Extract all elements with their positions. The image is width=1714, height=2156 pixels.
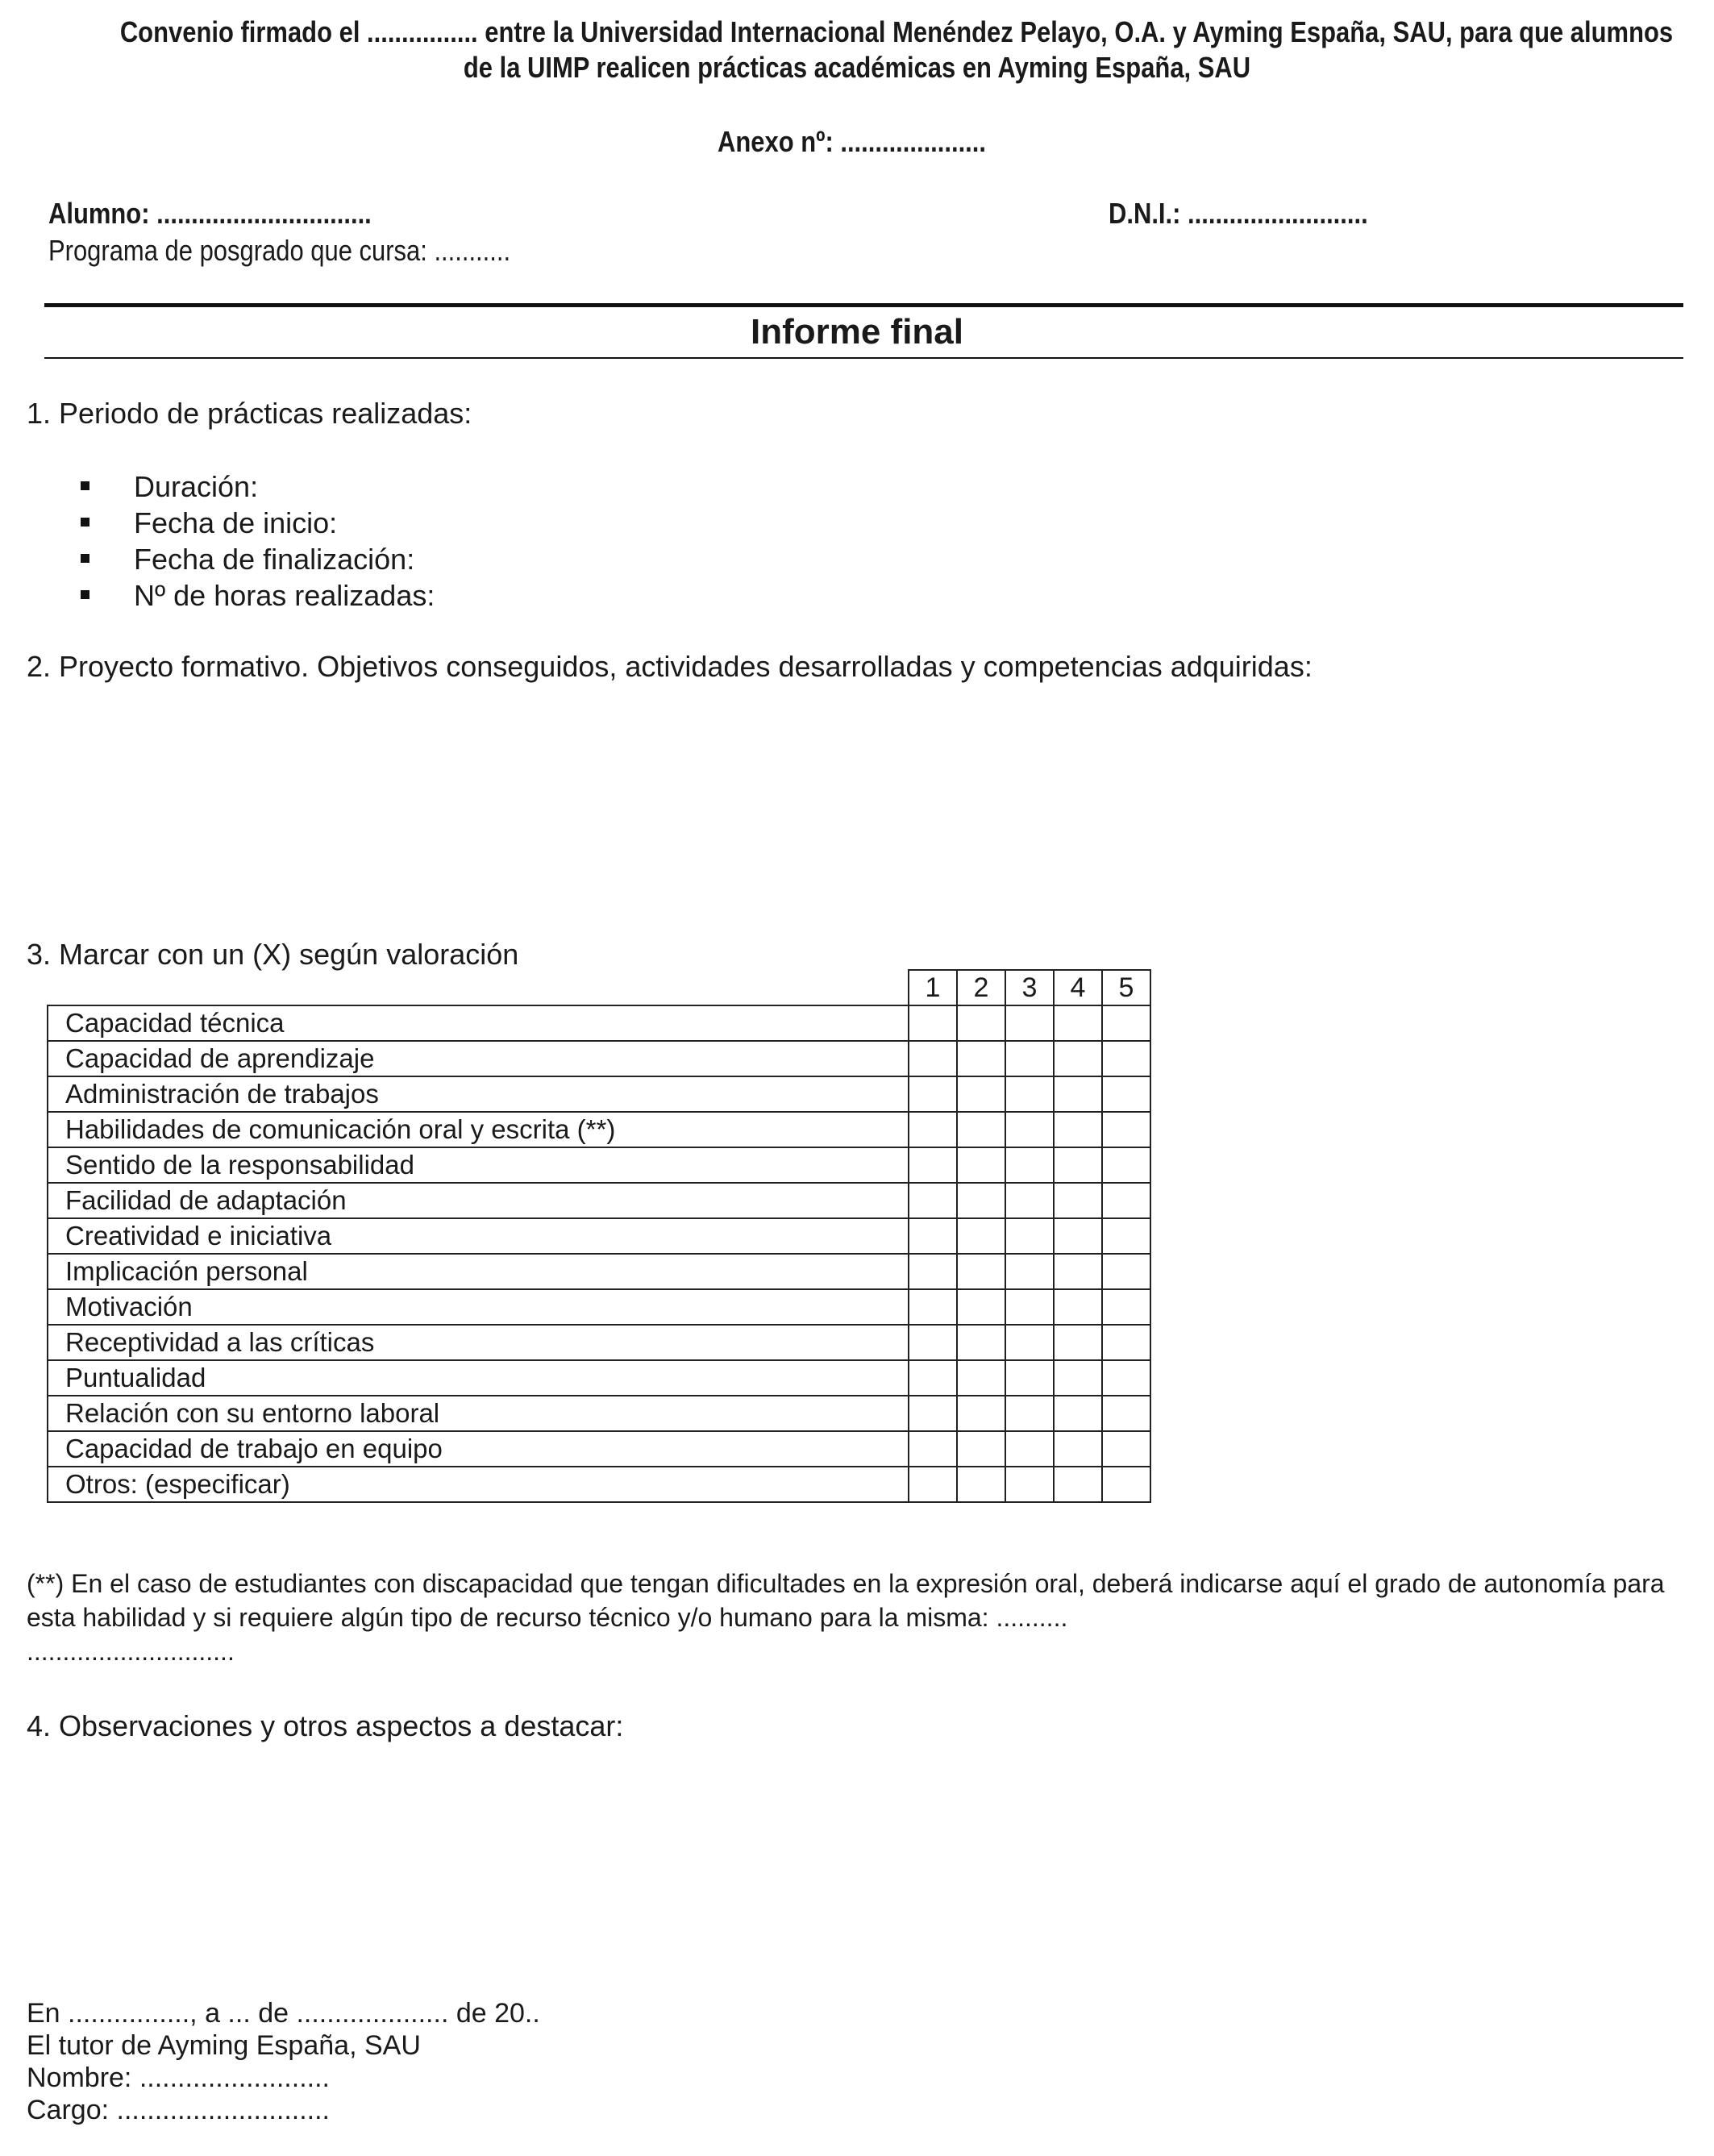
criterion-label: Administración de trabajos: [48, 1076, 909, 1112]
rating-cell[interactable]: [1005, 1218, 1054, 1254]
rating-cell[interactable]: [1005, 1005, 1054, 1041]
table-row: [48, 1112, 1150, 1147]
criterion-label: Motivación: [48, 1289, 909, 1325]
rating-cell[interactable]: [1054, 1467, 1102, 1502]
rating-cell[interactable]: [957, 1076, 1005, 1112]
rating-cell[interactable]: [1005, 1396, 1054, 1431]
rating-cell[interactable]: [1054, 1183, 1102, 1218]
agreement-title: [0, 15, 1714, 85]
criterion-label: Otros: (especificar): [48, 1467, 909, 1502]
rating-cell[interactable]: [1102, 1360, 1150, 1396]
rating-cell[interactable]: [957, 1325, 1005, 1360]
list-item: Duración:: [81, 470, 258, 504]
table-row: [48, 1325, 1150, 1360]
report-title: Informe final: [750, 312, 964, 352]
rating-cell[interactable]: [957, 1183, 1005, 1218]
criterion-label: Habilidades de comunicación oral y escrita (**): [48, 1112, 909, 1147]
rating-cell[interactable]: [1054, 1041, 1102, 1076]
rating-cell[interactable]: [1054, 1289, 1102, 1325]
rating-cell[interactable]: [957, 1112, 1005, 1147]
agreement-title-line1: Convenio firmado el ................ entre la Universidad Internacional Menéndez Pelayo, O.A. y Ayming España, SAU, para que alumnos: [119, 15, 1674, 48]
scale-header: 5: [1102, 970, 1150, 1005]
rating-cell[interactable]: [1102, 1005, 1150, 1041]
anexo-field: Anexo nº: .....................: [718, 125, 986, 158]
bullet-icon: [81, 481, 89, 490]
table-row: [48, 1076, 1150, 1112]
section4-heading: 4. Observaciones y otros aspectos a destacar:: [27, 1709, 624, 1742]
agreement-title-line2: de la UIMP realicen prácticas académicas en Ayming España, SAU: [463, 51, 1251, 84]
rating-cell[interactable]: [1005, 1112, 1054, 1147]
rating-cell[interactable]: [909, 1360, 957, 1396]
rating-cell[interactable]: [957, 1360, 1005, 1396]
criterion-label: Relación con su entorno laboral: [48, 1396, 909, 1431]
criterion-label: Facilidad de adaptación: [48, 1183, 909, 1218]
table-row: [48, 1396, 1150, 1431]
rating-cell[interactable]: [957, 1005, 1005, 1041]
list-item: Nº de horas realizadas:: [81, 579, 435, 613]
table-row: [48, 1218, 1150, 1254]
section3-heading: 3. Marcar con un (X) según valoración: [27, 938, 519, 971]
table-row: [48, 1005, 1150, 1041]
rating-cell[interactable]: [1102, 1147, 1150, 1183]
rating-cell[interactable]: [1102, 1396, 1150, 1431]
criterion-label: Capacidad de trabajo en equipo: [48, 1431, 909, 1467]
rating-cell[interactable]: [957, 1218, 1005, 1254]
rating-cell[interactable]: [909, 1183, 957, 1218]
rating-cell[interactable]: [909, 1147, 957, 1183]
rating-cell[interactable]: [1054, 1431, 1102, 1467]
rating-cell[interactable]: [909, 1112, 957, 1147]
section1-heading: 1. Periodo de prácticas realizadas:: [27, 397, 472, 430]
disability-note: (**) En el caso de estudiantes con discapacidad que tengan dificultades en la expresión oral, deberá indicarse aquí el grado de autonomía para esta habilidad y si requiere algún tipo de recurso técnico y/o humano para la misma: ..........: [27, 1569, 1665, 1632]
rating-cell[interactable]: [1102, 1041, 1150, 1076]
rating-cell[interactable]: [1005, 1289, 1054, 1325]
note-fill-line: .............................: [27, 1637, 235, 1666]
table-row: [48, 1147, 1150, 1183]
rating-cell[interactable]: [909, 1041, 957, 1076]
rating-cell[interactable]: [957, 1147, 1005, 1183]
rating-cell[interactable]: [1102, 1467, 1150, 1502]
rating-cell[interactable]: [957, 1041, 1005, 1076]
rating-cell[interactable]: [957, 1254, 1005, 1289]
valuation-table: [47, 969, 1151, 1503]
rating-cell[interactable]: [1005, 1431, 1054, 1467]
rating-cell[interactable]: [1054, 1147, 1102, 1183]
rating-cell[interactable]: [1102, 1431, 1150, 1467]
list-item: Fecha de inicio:: [81, 506, 337, 540]
rating-cell[interactable]: [909, 1005, 957, 1041]
rating-cell[interactable]: [1054, 1254, 1102, 1289]
criterion-label: Implicación personal: [48, 1254, 909, 1289]
table-row: [48, 1431, 1150, 1467]
alumno-field: Alumno: ...............................: [48, 197, 372, 230]
nombre-line: Nombre: .........................: [27, 2062, 330, 2093]
rating-cell[interactable]: [1102, 1076, 1150, 1112]
rating-cell[interactable]: [909, 1431, 957, 1467]
table-row: [48, 1254, 1150, 1289]
rating-cell[interactable]: [957, 1431, 1005, 1467]
tutor-line: El tutor de Ayming España, SAU: [27, 2030, 421, 2061]
rating-cell[interactable]: [1102, 1218, 1150, 1254]
place-date-line: En ................, a ... de .................... de 20..: [27, 1998, 540, 2029]
bullet-icon: [81, 518, 89, 527]
title-top-rule: [44, 303, 1683, 307]
rating-cell[interactable]: [1054, 1005, 1102, 1041]
programa-field: Programa de posgrado que cursa: ...........: [48, 234, 511, 267]
bullet-icon: [81, 554, 89, 563]
rating-cell[interactable]: [1054, 1218, 1102, 1254]
bullet-icon: [81, 590, 89, 599]
list-item: Fecha de finalización:: [81, 543, 414, 576]
cargo-line: Cargo: ............................: [27, 2095, 330, 2125]
rating-cell[interactable]: [1102, 1325, 1150, 1360]
scale-header: 4: [1054, 970, 1102, 1005]
criterion-label: Creatividad e iniciativa: [48, 1218, 909, 1254]
rating-cell[interactable]: [909, 1254, 957, 1289]
table-row: [48, 1041, 1150, 1076]
rating-cell[interactable]: [1102, 1183, 1150, 1218]
rating-cell[interactable]: [1005, 1076, 1054, 1112]
title-bottom-rule: [44, 357, 1683, 359]
rating-cell[interactable]: [1005, 1147, 1054, 1183]
rating-cell[interactable]: [1005, 1325, 1054, 1360]
rating-cell[interactable]: [909, 1467, 957, 1502]
table-header-row: [48, 970, 1150, 1005]
rating-cell[interactable]: [1054, 1360, 1102, 1396]
table-row: [48, 1360, 1150, 1396]
criterion-label: Receptividad a las críticas: [48, 1325, 909, 1360]
scale-header: 1: [909, 970, 957, 1005]
criterion-label: Sentido de la responsabilidad: [48, 1147, 909, 1183]
criterion-label: Capacidad de aprendizaje: [48, 1041, 909, 1076]
rating-cell[interactable]: [1102, 1254, 1150, 1289]
rating-cell[interactable]: [909, 1218, 957, 1254]
rating-cell[interactable]: [1054, 1076, 1102, 1112]
rating-cell[interactable]: [1054, 1396, 1102, 1431]
rating-cell[interactable]: [909, 1076, 957, 1112]
criterion-label: Puntualidad: [48, 1360, 909, 1396]
criterion-label: Capacidad técnica: [48, 1005, 909, 1041]
rating-cell[interactable]: [1102, 1289, 1150, 1325]
scale-header: 2: [957, 970, 1005, 1005]
rating-cell[interactable]: [1005, 1041, 1054, 1076]
rating-cell[interactable]: [1005, 1467, 1054, 1502]
rating-cell[interactable]: [957, 1289, 1005, 1325]
rating-cell[interactable]: [957, 1467, 1005, 1502]
rating-cell[interactable]: [909, 1325, 957, 1360]
rating-cell[interactable]: [909, 1396, 957, 1431]
rating-cell[interactable]: [1054, 1325, 1102, 1360]
section2-heading: 2. Proyecto formativo. Objetivos conseguidos, actividades desarrolladas y competencias adquiridas:: [27, 650, 1313, 683]
rating-cell[interactable]: [1005, 1360, 1054, 1396]
rating-cell[interactable]: [1005, 1183, 1054, 1218]
dni-field: D.N.I.: ..........................: [1109, 197, 1368, 230]
rating-cell[interactable]: [1054, 1112, 1102, 1147]
scale-header: 3: [1005, 970, 1054, 1005]
table-row: [48, 1289, 1150, 1325]
rating-cell[interactable]: [1005, 1254, 1054, 1289]
table-row: [48, 1467, 1150, 1502]
table-row: [48, 1183, 1150, 1218]
rating-cell[interactable]: [957, 1396, 1005, 1431]
rating-cell[interactable]: [1102, 1112, 1150, 1147]
rating-cell[interactable]: [909, 1289, 957, 1325]
